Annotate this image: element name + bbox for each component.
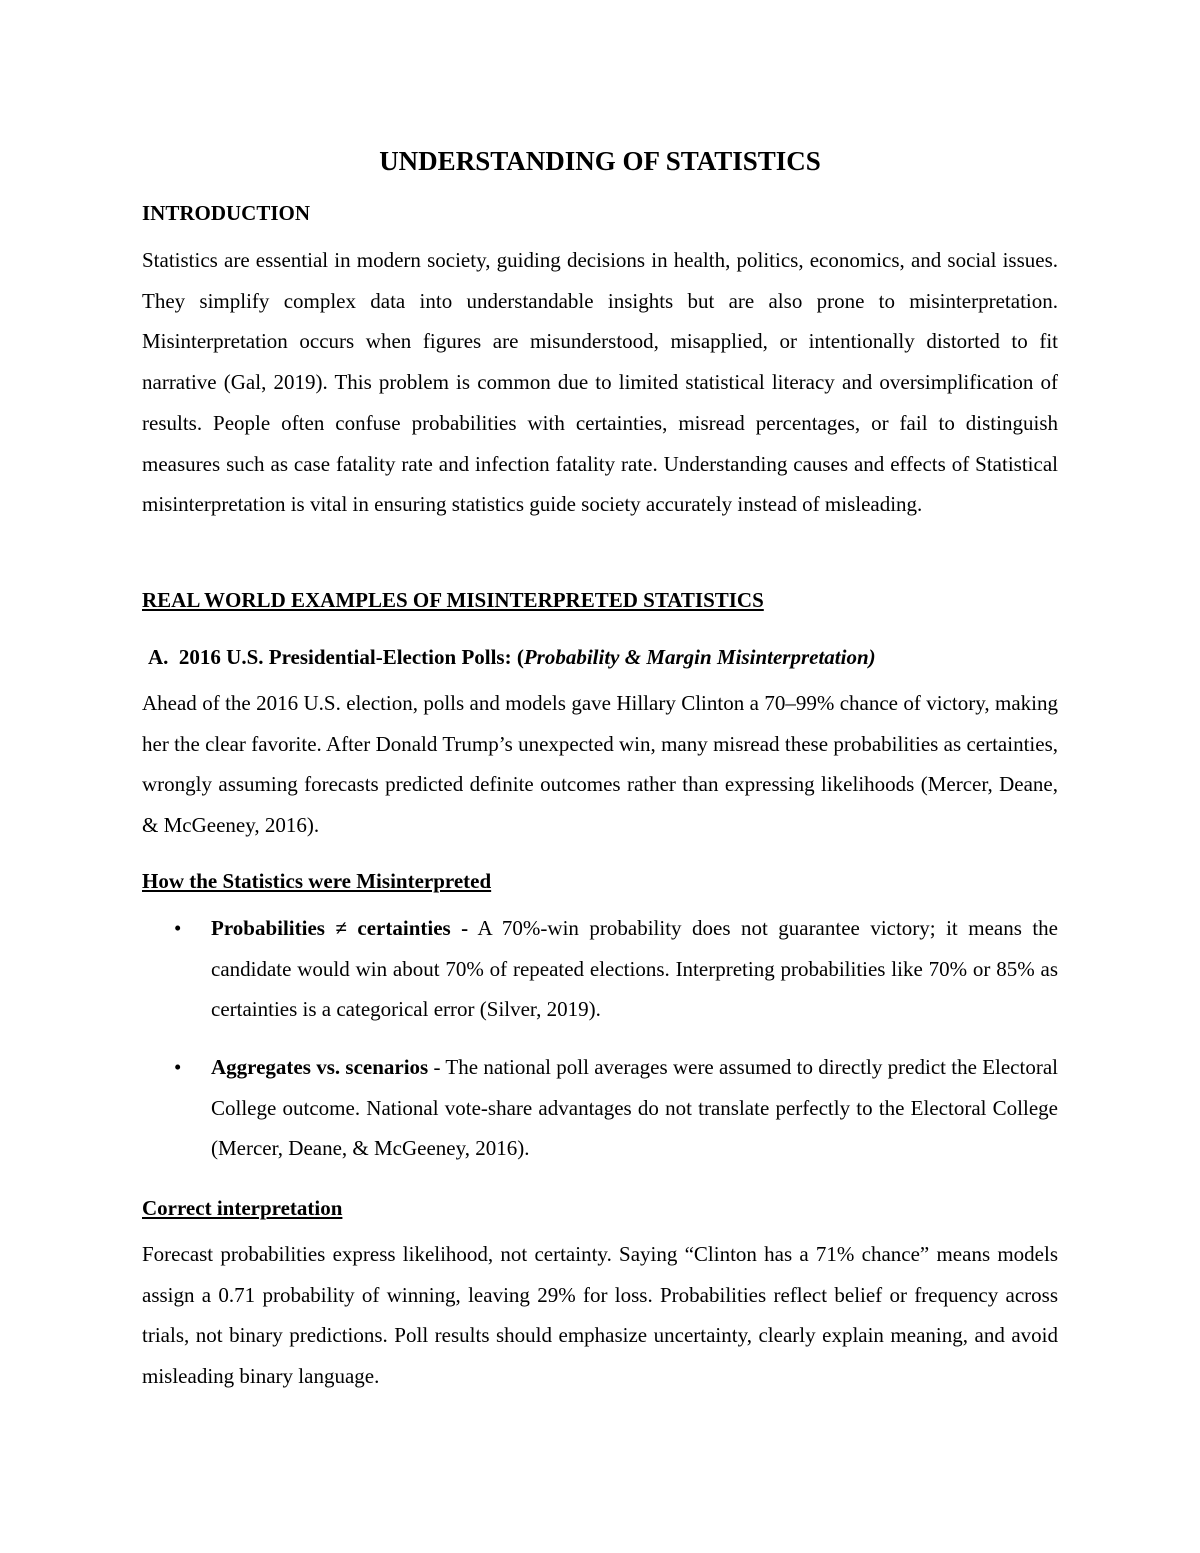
correct-paragraph: Forecast probabilities express likelihood, not certainty. Saying “Clinton has a 71% chance” means models assign a 0.71 probability of winning, leaving 29% for loss. Probabilities reflect belief or frequency across trials, not binary predictions. Poll results should emphasize uncertainty, clearly explain meaning, and avoid misleading binary language. [142, 1242, 1058, 1389]
bullet-bold: Probabilities ≠ certainties - [211, 916, 469, 940]
section-a-subtitle: Probability & Margin Misinterpretation) [523, 645, 876, 669]
correct-heading: Correct interpretation [142, 1196, 343, 1220]
bullet-item [211, 1047, 1058, 1169]
page-title: UNDERSTANDING OF STATISTICS [379, 146, 821, 176]
intro-heading: INTRODUCTION [142, 201, 311, 225]
bullet-item [211, 908, 1058, 1030]
intro-paragraph: Statistics are essential in modern society, guiding decisions in health, politics, economics, and social issues. They simplify complex data into understandable insights but are also prone to misinterpretation. Misinterpretation occurs when figures are misunderstood, misapplied, or intentionally distorted to fit narrative (Gal, 2019). This problem is common due to limited statistical literacy and oversimplification of results. People often confuse probabilities with certainties, misread percentages, or fail to distinguish measures such as case fatality rate and infection fatality rate. Understanding causes and effects of Statistical misinterpretation is vital in ensuring statistics guide society accurately instead of misleading. [142, 248, 1058, 517]
section-a-heading [148, 642, 1058, 672]
how-heading: How the Statistics were Misinterpreted [142, 869, 492, 893]
bullet-dot-icon: • [174, 916, 182, 940]
section-a-label: A. [148, 645, 169, 669]
section-a-paragraph: Ahead of the 2016 U.S. election, polls and models gave Hillary Clinton a 70–99% chance of victory, making her the clear favorite. After Donald Trump’s unexpected win, many misread these probabilities as certainties, wrongly assuming forecasts predicted definite outcomes rather than expressing likelihoods (Mercer, Deane, & McGeeney, 2016). [142, 691, 1058, 838]
examples-heading: REAL WORLD EXAMPLES OF MISINTERPRETED STATISTICS [142, 588, 764, 612]
bullet-dot-icon: • [174, 1055, 182, 1079]
bullet-text: - The national poll averages were assumed to directly predict the Electoral College outcome. National vote-share advantages do not translate perfectly to the Electoral College (Mercer, Deane, & McGeeney, 2016). [211, 1055, 1058, 1161]
bullet-text: A 70%-win probability does not guarantee victory; it means the candidate would win about 70% of repeated elections. Interpreting probabilities like 70% or 85% as certainties is a categorical error (Silver, 2019). [211, 916, 1058, 1022]
bullet-bold: Aggregates vs. scenarios [211, 1055, 429, 1079]
section-a-title: 2016 U.S. Presidential-Election Polls: ( [178, 645, 524, 669]
